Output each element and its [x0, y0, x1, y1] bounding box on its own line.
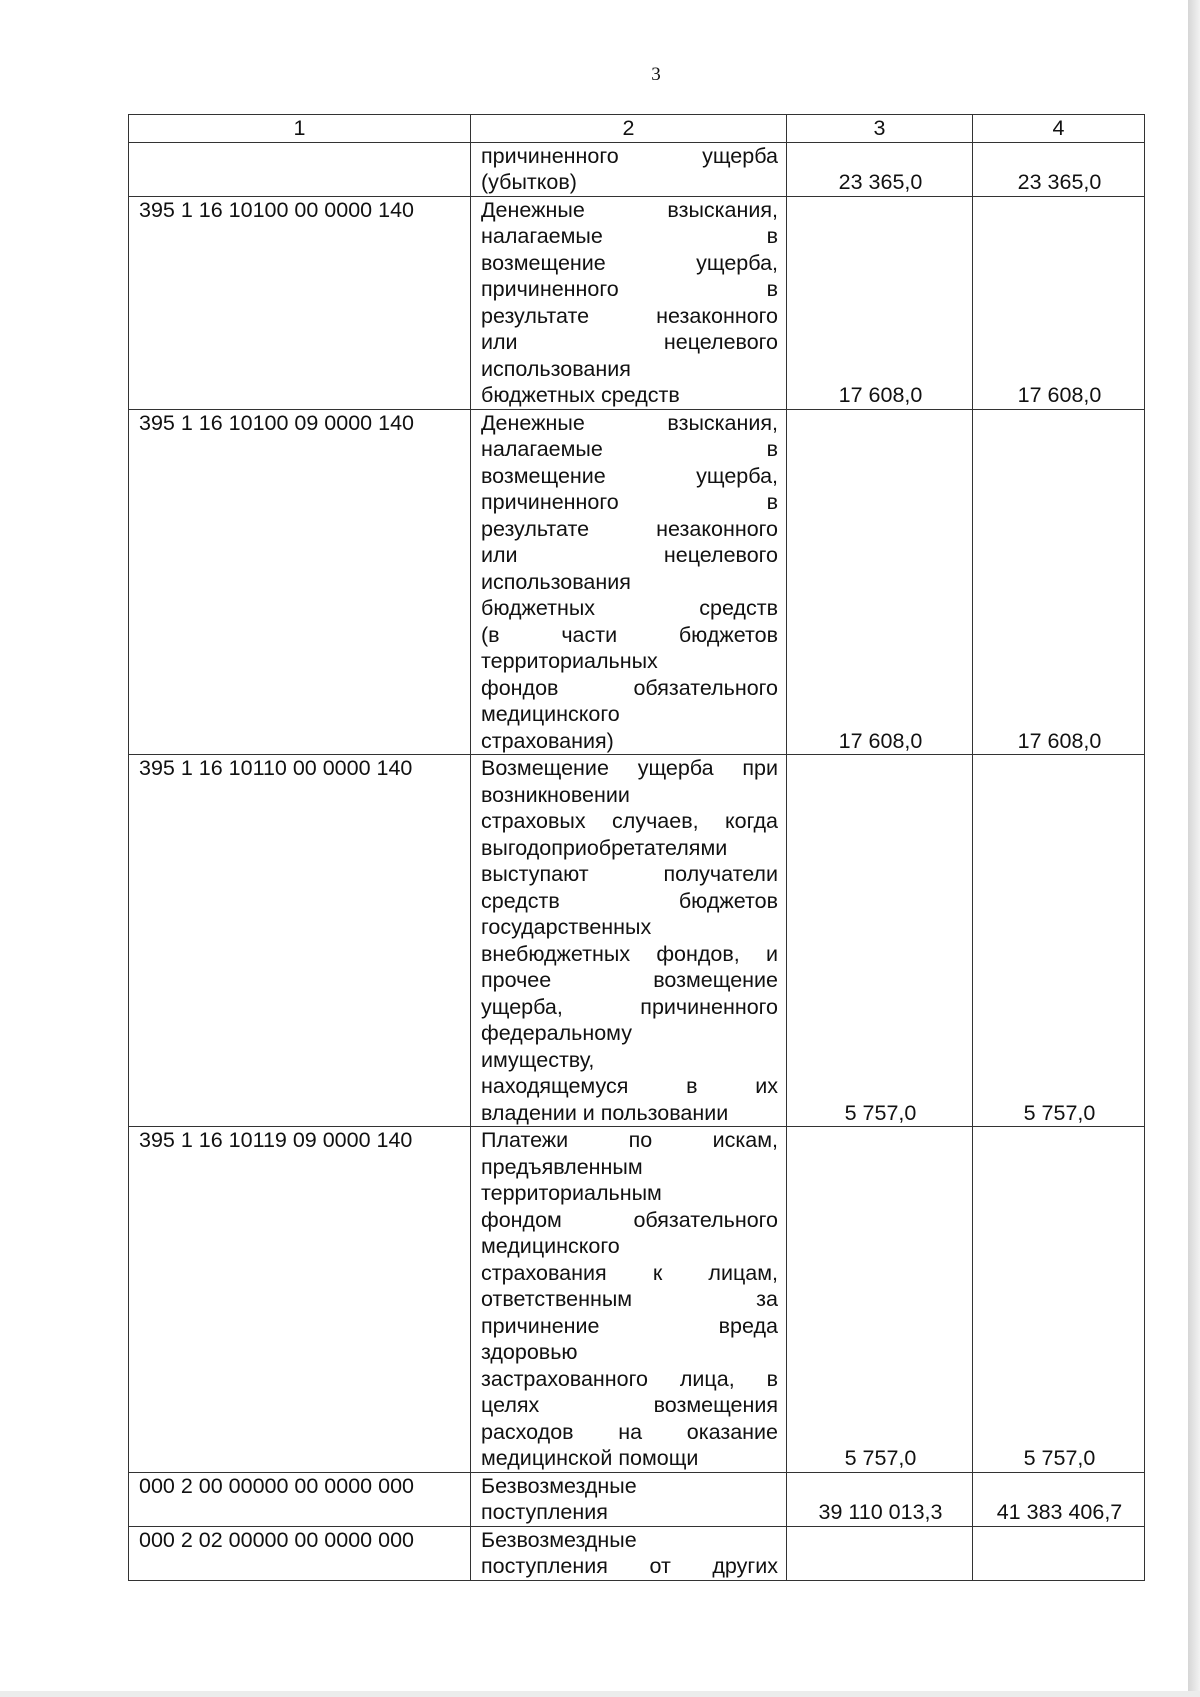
- description-line: причиненного в: [481, 277, 778, 301]
- budget-code-cell: 395 1 16 10100 09 0000 140: [129, 409, 471, 755]
- table-row: [129, 196, 1145, 409]
- description-line: возникновении: [481, 782, 630, 807]
- budget-revenue-table: [128, 114, 1145, 1581]
- amount-col-3-cell: [787, 1526, 973, 1580]
- description-line: территориальных: [481, 649, 658, 673]
- description-cell: [471, 1526, 787, 1580]
- description-line: фондов обязательного: [481, 675, 778, 700]
- description-line: находящемуся в их: [481, 1074, 778, 1098]
- description-cell: [471, 1127, 787, 1473]
- page-bottom-edge: [0, 1691, 1200, 1697]
- description-line: целях возмещения: [481, 1393, 778, 1417]
- table-body: [129, 142, 1145, 1580]
- description-line: застрахованного лица, в: [481, 1366, 778, 1391]
- description-line: использования: [481, 569, 631, 594]
- description-line: прочее возмещение: [481, 968, 778, 992]
- amount-col-3-cell: 17 608,0: [787, 409, 973, 755]
- description-line: бюджетных средств: [481, 596, 778, 620]
- description-line: страхования к лицам,: [481, 1260, 778, 1285]
- description-cell: [471, 755, 787, 1127]
- header-col-4: 4: [973, 115, 1145, 143]
- description-line: медицинского: [481, 1234, 620, 1258]
- header-row: [129, 115, 1145, 143]
- table-row: [129, 1472, 1145, 1526]
- table-row: [129, 1127, 1145, 1473]
- description-line: расходов на оказание: [481, 1419, 778, 1444]
- description-line: возмещение ущерба,: [481, 463, 778, 488]
- description-line: внебюджетных фондов, и: [481, 941, 778, 966]
- description-line: поступления: [481, 1500, 608, 1524]
- description-line: медицинской помощи: [481, 1446, 699, 1470]
- description-line: медицинского: [481, 702, 620, 726]
- description-cell: [471, 196, 787, 409]
- amount-col-4-cell: 41 383 406,7: [973, 1472, 1145, 1526]
- description-line: возмещение ущерба,: [481, 250, 778, 275]
- description-line: ущерба, причиненного: [481, 994, 778, 1019]
- amount-col-4-cell: 17 608,0: [973, 409, 1145, 755]
- amount-col-4-cell: [973, 1526, 1145, 1580]
- description-line: страховых случаев, когда: [481, 809, 778, 833]
- budget-code-cell: 395 1 16 10100 00 0000 140: [129, 196, 471, 409]
- description-cell: [471, 142, 787, 196]
- description-line: ответственным за: [481, 1287, 778, 1311]
- table-header: [129, 115, 1145, 143]
- amount-col-4-cell: 5 757,0: [973, 755, 1145, 1127]
- description-line: владении и пользовании: [481, 1100, 729, 1125]
- description-line: бюджетных средств: [481, 383, 680, 407]
- description-line: средств бюджетов: [481, 888, 778, 913]
- header-col-3: 3: [787, 115, 973, 143]
- description-line: Безвозмездные: [481, 1473, 637, 1498]
- description-line: или нецелевого: [481, 330, 778, 354]
- amount-col-3-cell: 5 757,0: [787, 755, 973, 1127]
- description-line: налагаемые в: [481, 437, 778, 461]
- amount-col-4-cell: 5 757,0: [973, 1127, 1145, 1473]
- description-line: предъявленным: [481, 1154, 643, 1179]
- description-line: Безвозмездные: [481, 1527, 637, 1552]
- page-edge-shadow: [1188, 0, 1200, 1697]
- description-cell: [471, 409, 787, 755]
- description-line: налагаемые в: [481, 224, 778, 248]
- table-row: [129, 1526, 1145, 1580]
- description-line: или нецелевого: [481, 543, 778, 567]
- description-line: государственных: [481, 915, 652, 939]
- amount-col-3-cell: 39 110 013,3: [787, 1472, 973, 1526]
- budget-code-cell: 000 2 02 00000 00 0000 000: [129, 1526, 471, 1580]
- budget-code-cell: 395 1 16 10110 00 0000 140: [129, 755, 471, 1127]
- description-line: Денежные взыскания,: [481, 197, 778, 222]
- description-line: страхования): [481, 728, 614, 753]
- header-col-1: 1: [129, 115, 471, 143]
- page-number: 3: [651, 64, 661, 85]
- description-line: Денежные взыскания,: [481, 410, 778, 435]
- description-line: Платежи по искам,: [481, 1128, 778, 1152]
- description-line: выступают получатели: [481, 862, 778, 886]
- amount-col-3-cell: 17 608,0: [787, 196, 973, 409]
- amount-col-4-cell: 23 365,0: [973, 142, 1145, 196]
- budget-code-cell: 395 1 16 10119 09 0000 140: [129, 1127, 471, 1473]
- description-line: фондом обязательного: [481, 1207, 778, 1232]
- description-line: (убытков): [481, 170, 577, 194]
- description-line: результате незаконного: [481, 516, 778, 541]
- header-col-2: 2: [471, 115, 787, 143]
- description-line: Возмещение ущерба при: [481, 756, 778, 780]
- amount-col-4-cell: 17 608,0: [973, 196, 1145, 409]
- budget-code-cell: [129, 142, 471, 196]
- description-line: (в части бюджетов: [481, 622, 778, 647]
- description-line: причиненного в: [481, 490, 778, 514]
- amount-col-3-cell: 5 757,0: [787, 1127, 973, 1473]
- budget-code-cell: 000 2 00 00000 00 0000 000: [129, 1472, 471, 1526]
- description-line: федеральному: [481, 1021, 632, 1045]
- description-line: здоровью: [481, 1340, 578, 1364]
- table-row: [129, 755, 1145, 1127]
- description-line: использования: [481, 356, 631, 381]
- table-row: [129, 409, 1145, 755]
- description-line: причиненного ущерба: [481, 143, 778, 168]
- description-line: поступления от других: [481, 1554, 778, 1578]
- description-cell: [471, 1472, 787, 1526]
- description-line: территориальным: [481, 1181, 662, 1205]
- table-row: [129, 142, 1145, 196]
- description-line: имуществу,: [481, 1047, 595, 1072]
- description-line: выгодоприобретателями: [481, 835, 728, 860]
- description-line: причинение вреда: [481, 1313, 778, 1338]
- description-line: результате незаконного: [481, 303, 778, 328]
- amount-col-3-cell: 23 365,0: [787, 142, 973, 196]
